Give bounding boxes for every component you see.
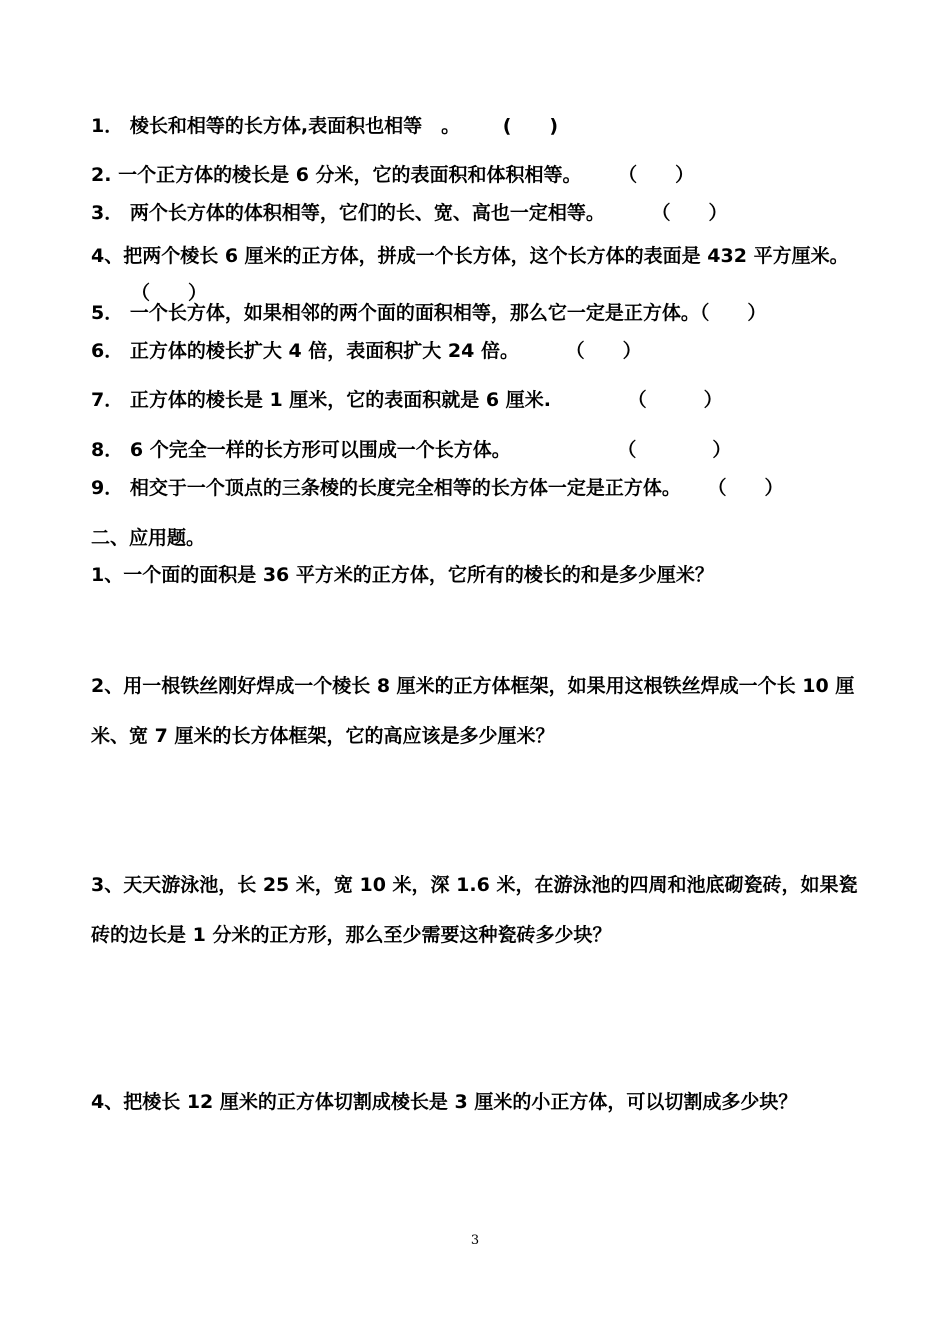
answer-parentheses[interactable]: （ ） bbox=[618, 164, 695, 186]
problem-text: 3、天天游泳池，长 25 米，宽 10 米，深 1.6 米，在游泳池的四周和池底砌瓷砖，如果瓷砖的边长是 1 分米的正方形，那么至少需要这种瓷砖多少块？ bbox=[91, 874, 858, 946]
item-number: 6． bbox=[91, 340, 124, 362]
problem-text: 2、用一根铁丝刚好焊成一个棱长 8 厘米的正方体框架，如果用这根铁丝焊成一个长 10 厘米、宽 7 厘米的长方体框架，它的高应该是多少厘米？ bbox=[91, 675, 855, 747]
item-text: 棱长和相等的长方体,表面积也相等 。 bbox=[129, 115, 461, 137]
section-heading: 二、应用题。 bbox=[91, 527, 206, 549]
item-number: 4、 bbox=[91, 245, 124, 267]
judgment-item-9 bbox=[91, 476, 784, 500]
answer-parentheses[interactable]: （ ） bbox=[707, 477, 784, 499]
item-text: 正方体的棱长是 1 厘米，它的表面积就是 6 厘米. bbox=[129, 389, 551, 411]
answer-parentheses[interactable]: （ ） bbox=[651, 202, 728, 224]
item-text: 两个长方体的体积相等，它们的长、宽、高也一定相等。 bbox=[129, 202, 605, 224]
problem-4 bbox=[91, 1084, 866, 1120]
answer-parentheses[interactable]: （ ） bbox=[131, 282, 208, 304]
judgment-item-8 bbox=[91, 438, 731, 462]
problem-1 bbox=[91, 563, 866, 587]
problem-text: 1、一个面的面积是 36 平方米的正方体，它所有的棱长的和是多少厘米？ bbox=[91, 564, 714, 586]
item-text: 相交于一个顶点的三条棱的长度完全相等的长方体一定是正方体。 bbox=[129, 477, 681, 499]
item-number: 5． bbox=[91, 302, 124, 324]
item-text: 6 个完全一样的长方形可以围成一个长方体。 bbox=[129, 439, 511, 461]
item-text: 一个正方体的棱长是 6 分米，它的表面积和体积相等。 bbox=[118, 164, 582, 186]
answer-parentheses[interactable]: （ ） bbox=[699, 302, 767, 324]
judgment-item-6 bbox=[91, 339, 642, 363]
judgment-item-5 bbox=[91, 301, 766, 325]
judgment-item-2 bbox=[91, 163, 694, 187]
problem-3 bbox=[91, 860, 866, 960]
item-number: 8． bbox=[91, 439, 124, 461]
answer-parentheses[interactable]: （ ） bbox=[627, 389, 723, 411]
item-number: 7． bbox=[91, 389, 124, 411]
judgment-item-1 bbox=[91, 114, 558, 138]
answer-parentheses[interactable]: （ ） bbox=[617, 439, 732, 461]
page-number: 3 bbox=[470, 1233, 480, 1248]
answer-parentheses[interactable]: （ ） bbox=[565, 340, 642, 362]
problem-text: 4、把棱长 12 厘米的正方体切割成棱长是 3 厘米的小正方体，可以切割成多少块？ bbox=[91, 1091, 798, 1113]
judgment-item-7 bbox=[91, 388, 723, 412]
item-text: 把两个棱长 6 厘米的正方体，拼成一个长方体，这个长方体的表面是 432 平方厘米。 bbox=[123, 245, 849, 267]
problem-2 bbox=[91, 661, 866, 761]
judgment-item-3 bbox=[91, 201, 728, 225]
item-text: 正方体的棱长扩大 4 倍，表面积扩大 24 倍。 bbox=[129, 340, 519, 362]
item-number: 9． bbox=[91, 477, 124, 499]
item-number: 2. bbox=[91, 164, 112, 186]
item-text: 一个长方体，如果相邻的两个面的面积相等，那么它一定是正方体。 bbox=[129, 302, 700, 324]
item-number: 3． bbox=[91, 202, 124, 224]
answer-parentheses[interactable]: ( ) bbox=[502, 115, 559, 137]
item-number: 1． bbox=[91, 115, 124, 137]
